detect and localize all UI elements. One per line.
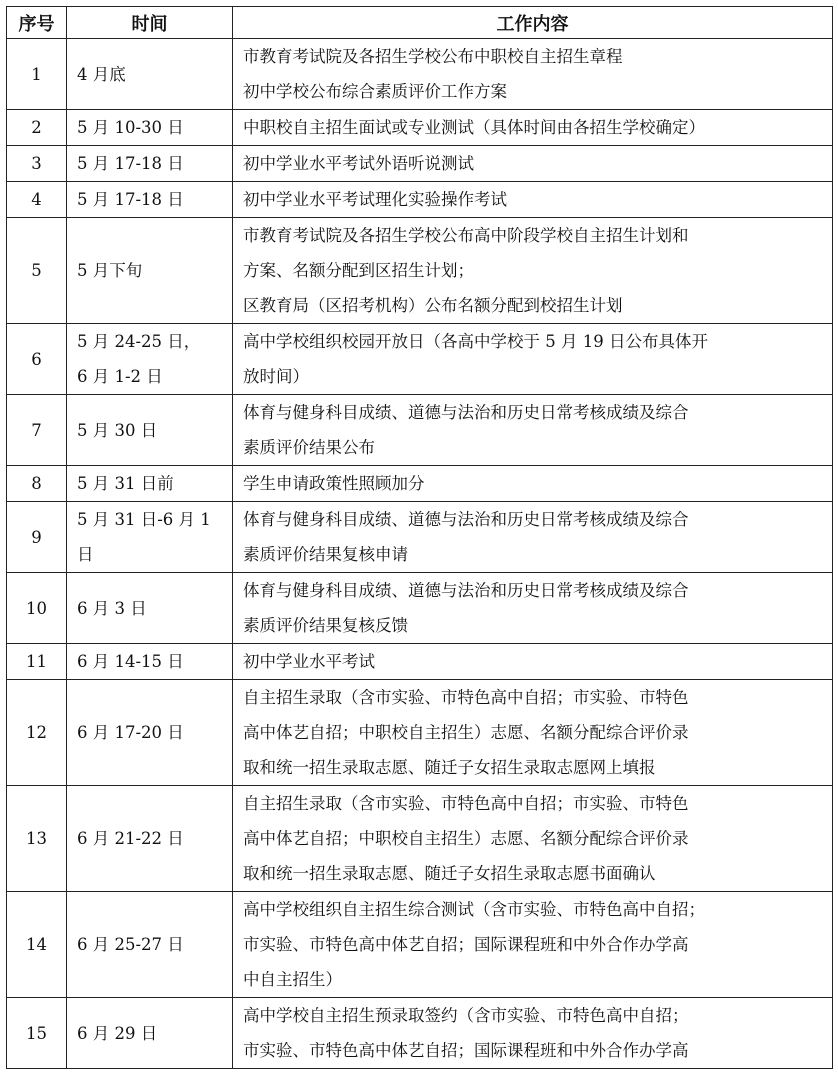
row-time-line: 5 月下旬	[77, 261, 143, 280]
row-content	[233, 644, 833, 680]
row-time	[67, 502, 233, 573]
row-time-line: 5 月 10-30 日	[77, 118, 184, 137]
table-header-row	[7, 7, 833, 39]
schedule-table-container	[6, 6, 832, 1069]
row-content-line: 体育与健身科目成绩、道德与法治和历史日常考核成绩及综合	[243, 510, 689, 529]
row-content	[233, 218, 833, 324]
row-time	[67, 998, 233, 1069]
row-content-line: 放时间）	[243, 367, 309, 386]
row-number: 8	[7, 466, 67, 502]
row-time-line: 5 月 30 日	[77, 420, 158, 440]
row-content-line: 学生申请政策性照顾加分	[243, 474, 425, 493]
row-content	[233, 573, 833, 644]
row-number: 11	[7, 644, 67, 680]
row-time-line: 5 月 17-18 日	[77, 190, 184, 209]
row-time-line: 6 月 1-2 日	[77, 367, 163, 386]
row-content-line: 自主招生录取（含市实验、市特色高中自招；市实验、市特色	[243, 688, 689, 707]
row-number: 4	[7, 182, 67, 218]
row-content-line: 素质评价结果复核申请	[243, 545, 408, 564]
row-content	[233, 466, 833, 502]
row-content-line: 方案、名额分配到区招生计划；	[243, 261, 474, 280]
table-row	[7, 39, 833, 110]
row-content-line: 高中学校组织自主招生综合测试（含市实验、市特色高中自招；	[243, 900, 705, 919]
row-number: 3	[7, 146, 67, 182]
row-number: 6	[7, 324, 67, 395]
table-row	[7, 573, 833, 644]
row-number: 15	[7, 998, 67, 1069]
row-content-line: 体育与健身科目成绩、道德与法治和历史日常考核成绩及综合	[243, 581, 689, 600]
row-content-line: 高中体艺自招；中职校自主招生）志愿、名额分配综合评价录	[243, 829, 689, 848]
row-time-line: 5 月 17-18 日	[77, 154, 184, 173]
row-time	[67, 39, 233, 110]
row-time	[67, 786, 233, 892]
row-content-line: 市教育考试院及各招生学校公布中职校自主招生章程	[243, 47, 623, 66]
table-body	[7, 39, 833, 1069]
table-row	[7, 892, 833, 998]
row-time	[67, 110, 233, 146]
schedule-table	[6, 6, 833, 1069]
row-content-line: 高中学校组织校园开放日（各高中学校于 5 月 19 日公布具体开	[243, 332, 708, 351]
row-content	[233, 39, 833, 110]
table-row	[7, 998, 833, 1069]
row-content	[233, 680, 833, 786]
row-content-line: 初中学业水平考试	[243, 652, 375, 671]
row-number: 2	[7, 110, 67, 146]
row-time-line: 6 月 14-15 日	[77, 652, 184, 671]
row-content	[233, 146, 833, 182]
row-number: 5	[7, 218, 67, 324]
row-time	[67, 892, 233, 998]
row-time-line: 日	[77, 545, 94, 564]
row-number: 9	[7, 502, 67, 573]
row-content	[233, 502, 833, 573]
header-number: 序号	[7, 7, 67, 39]
row-content	[233, 395, 833, 466]
row-content	[233, 892, 833, 998]
row-content-line: 自主招生录取（含市实验、市特色高中自招；市实验、市特色	[243, 794, 689, 813]
row-time-line: 6 月 25-27 日	[77, 935, 184, 954]
row-time	[67, 324, 233, 395]
table-row	[7, 110, 833, 146]
row-number: 1	[7, 39, 67, 110]
row-content-line: 素质评价结果复核反馈	[243, 616, 408, 635]
row-time-line: 4 月底	[77, 64, 126, 84]
row-content	[233, 998, 833, 1069]
row-time	[67, 395, 233, 466]
row-time-line: 5 月 31 日前	[77, 474, 174, 493]
row-number: 10	[7, 573, 67, 644]
header-content: 工作内容	[233, 7, 833, 39]
table-row	[7, 502, 833, 573]
row-content	[233, 110, 833, 146]
row-number: 12	[7, 680, 67, 786]
row-content-line: 中自主招生）	[243, 970, 342, 989]
table-row	[7, 182, 833, 218]
row-time-line: 5 月 24-25 日，	[77, 332, 201, 351]
row-time	[67, 182, 233, 218]
table-row	[7, 395, 833, 466]
row-content-line: 初中学业水平考试外语听说测试	[243, 154, 474, 173]
row-time-line: 5 月 31 日-6 月 1	[77, 510, 211, 529]
row-time-line: 6 月 29 日	[77, 1023, 158, 1043]
row-content-line: 初中学业水平考试理化实验操作考试	[243, 190, 507, 209]
row-content	[233, 786, 833, 892]
row-number: 13	[7, 786, 67, 892]
table-row	[7, 324, 833, 395]
row-content-line: 取和统一招生录取志愿、随迁子女招生录取志愿书面确认	[243, 864, 656, 883]
row-content-line: 中职校自主招生面试或专业测试（具体时间由各招生学校确定）	[243, 118, 705, 137]
row-content-line: 初中学校公布综合素质评价工作方案	[243, 82, 507, 101]
row-time-line: 6 月 3 日	[77, 598, 147, 618]
row-content-line: 市教育考试院及各招生学校公布高中阶段学校自主招生计划和	[243, 226, 689, 245]
table-row	[7, 146, 833, 182]
row-time	[67, 644, 233, 680]
table-row	[7, 218, 833, 324]
row-time-line: 6 月 21-22 日	[77, 829, 184, 848]
row-content	[233, 182, 833, 218]
row-content-line: 体育与健身科目成绩、道德与法治和历史日常考核成绩及综合	[243, 403, 689, 422]
row-time	[67, 466, 233, 502]
row-content	[233, 324, 833, 395]
row-content-line: 市实验、市特色高中体艺自招；国际课程班和中外合作办学高	[243, 1041, 689, 1060]
row-content-line: 高中学校自主招生预录取签约（含市实验、市特色高中自招；	[243, 1006, 689, 1025]
row-time	[67, 146, 233, 182]
row-content-line: 区教育局（区招考机构）公布名额分配到校招生计划	[243, 296, 623, 315]
header-time: 时间	[67, 7, 233, 39]
row-content-line: 市实验、市特色高中体艺自招；国际课程班和中外合作办学高	[243, 935, 689, 954]
row-time	[67, 680, 233, 786]
table-row	[7, 680, 833, 786]
row-number: 14	[7, 892, 67, 998]
table-row	[7, 466, 833, 502]
row-number: 7	[7, 395, 67, 466]
row-content-line: 取和统一招生录取志愿、随迁子女招生录取志愿网上填报	[243, 758, 656, 777]
row-time	[67, 218, 233, 324]
row-time-line: 6 月 17-20 日	[77, 723, 184, 742]
row-content-line: 高中体艺自招；中职校自主招生）志愿、名额分配综合评价录	[243, 723, 689, 742]
table-row	[7, 786, 833, 892]
row-time	[67, 573, 233, 644]
table-row	[7, 644, 833, 680]
row-content-line: 素质评价结果公布	[243, 438, 375, 457]
